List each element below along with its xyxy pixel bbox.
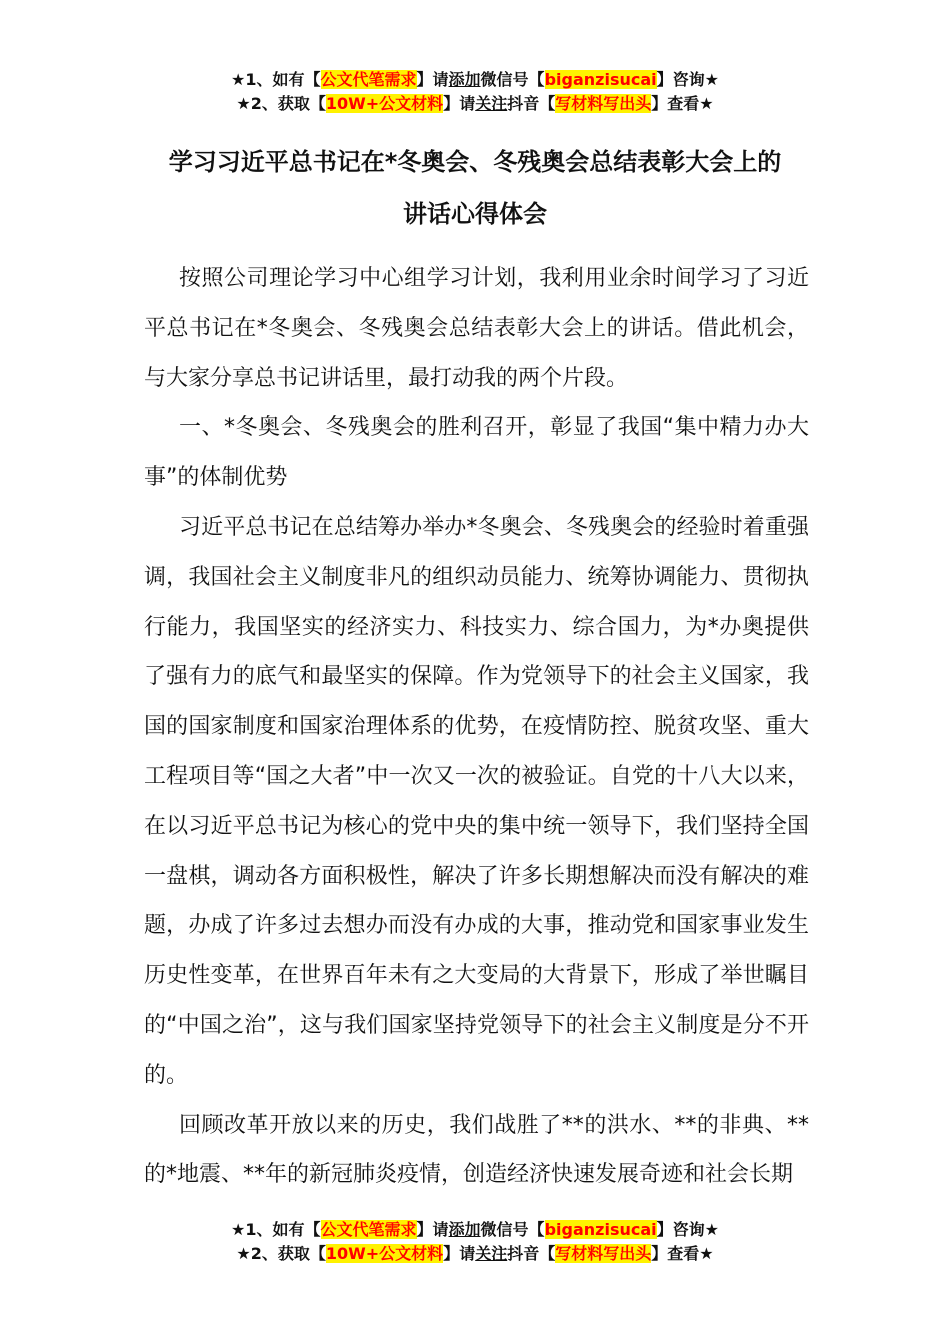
promo-highlight: 公文代笔需求 [320, 1220, 417, 1239]
promo-text: ★2、获取【 [236, 94, 326, 113]
promo-line-2 [0, 1242, 950, 1266]
paragraph-intro: 按照公司理论学习中心组学习计划，我利用业余时间学习了习近平总书记在*冬奥会、冬残奥会总结表彰大会上的讲话。借此机会，与大家分享总书记讲话里，最打动我的两个片段。 [144, 266, 809, 391]
promo-text: ★1、如有【 [231, 1220, 321, 1239]
promo-text: 微信号【 [480, 70, 545, 89]
footer-promo-banner [0, 1218, 950, 1266]
header-promo-banner [0, 68, 950, 116]
promo-text: ★1、如有【 [231, 70, 321, 89]
promo-highlight: 公文代笔需求 [320, 70, 417, 89]
promo-text: 抖音【 [507, 1244, 556, 1263]
promo-text: 】请 [416, 70, 449, 89]
promo-emphasis: 关注 [475, 1244, 508, 1263]
promo-line-2 [0, 92, 950, 116]
promo-text: 】查看★ [651, 94, 714, 113]
promo-emphasis: 关注 [475, 94, 508, 113]
promo-line-1 [0, 1218, 950, 1242]
promo-line-1 [0, 68, 950, 92]
promo-text: 】请 [443, 1244, 476, 1263]
promo-text: 抖音【 [507, 94, 556, 113]
promo-text: 】请 [416, 1220, 449, 1239]
promo-text: 】咨询★ [656, 1220, 719, 1239]
promo-text: 】查看★ [651, 1244, 714, 1263]
promo-text: 微信号【 [480, 1220, 545, 1239]
promo-emphasis: 添加 [448, 1220, 481, 1239]
promo-highlight: 10W+公文材料 [325, 1244, 444, 1263]
promo-emphasis: 添加 [448, 70, 481, 89]
title-line-1: 学习习近平总书记在*冬奥会、冬残奥会总结表彰大会上的 [168, 148, 782, 176]
paragraph-section-1: 习近平总书记在总结筹办举办*冬奥会、冬残奥会的经验时着重强调，我国社会主义制度非凡的组织动员能力、统筹协调能力、贯彻执行能力，我国坚实的经济实力、科技实力、综合国力，为*办奥提供了强有力的底气和最坚实的保障。作为党领导下的社会主义国家，我国的国家制度和国家治理体系的优势，在疫情防控、脱贫攻坚、重大工程项目等“国之大者”中一次又一次的被验证。自党的十八大以来，在以习近平总书记为核心的党中央的集中统一领导下，我们坚持全国一盘棋，调动各方面积极性，解决了许多长期想解决而没有解决的难题，办成了许多过去想办而没有办成的大事，推动党和国家事业发生历史性变革，在世界百年未有之大变局的大背景下，形成了举世瞩目的“中国之治”，这与我们国家坚持党领导下的社会主义制度是分不开的。 [144, 514, 809, 1088]
promo-highlight: 写材料写出头 [555, 1244, 652, 1263]
promo-highlight: biganzisucai [544, 1220, 657, 1239]
paragraph-review: 回顾改革开放以来的历史，我们战胜了**的洪水、**的非典、**的*地震、**年的新冠肺炎疫情，创造经济快速发展奇迹和社会长期 [144, 1112, 809, 1188]
promo-highlight: 10W+公文材料 [325, 94, 444, 113]
title-line-2: 讲话心得体会 [403, 200, 547, 228]
promo-highlight: biganzisucai [544, 70, 657, 89]
promo-highlight: 写材料写出头 [555, 94, 652, 113]
section-heading-1: 一、*冬奥会、冬残奥会的胜利召开，彰显了我国“集中精力办大事”的体制优势 [144, 415, 809, 491]
document-body [144, 254, 809, 1200]
document-title [0, 136, 950, 240]
promo-text: ★2、获取【 [236, 1244, 326, 1263]
promo-text: 】咨询★ [656, 70, 719, 89]
promo-text: 】请 [443, 94, 476, 113]
